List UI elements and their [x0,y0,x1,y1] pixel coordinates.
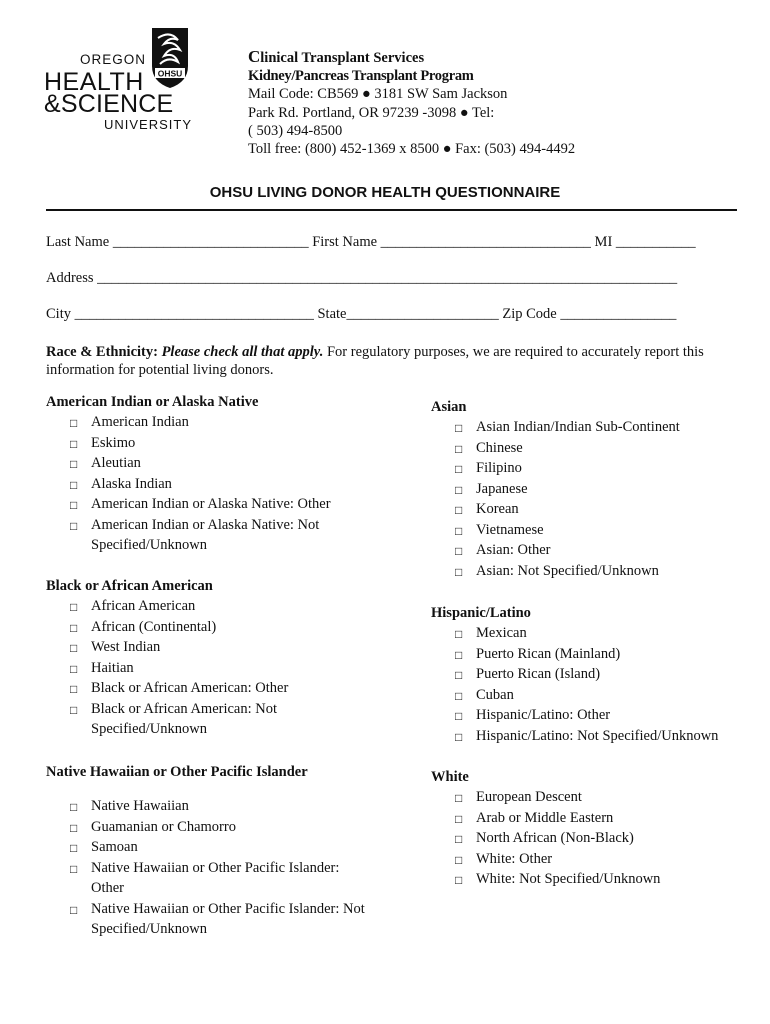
checkbox-icon[interactable]: □ [455,811,463,826]
checklist-item-label: North African (Non-Black) [476,830,634,846]
form-title: OHSU LIVING DONOR HEALTH QUESTIONNAIRE [209,184,561,201]
checkbox-icon[interactable]: □ [70,416,78,430]
checklist-item-label: Haitian [91,659,134,676]
checkbox-icon[interactable]: □ [70,436,78,451]
phone-number: ( 503) 494-8500 [248,122,343,139]
checkbox-icon[interactable]: □ [455,852,463,867]
checklist-item[interactable] [431,664,751,685]
group-title-white: White [431,769,469,785]
checkbox-icon[interactable]: □ [70,457,78,471]
checkbox-icon[interactable]: □ [70,861,78,876]
checklist-item-label: Cuban [476,686,514,703]
checklist-item[interactable] [46,837,366,858]
checkbox-icon[interactable]: □ [455,832,463,846]
checkbox-icon[interactable]: □ [455,647,463,662]
race-instruction: Please check all that apply. [161,344,324,360]
department-title-initial: C [248,47,261,66]
letterhead [248,48,575,158]
department-title [248,48,575,67]
checklist-item[interactable] [431,869,751,890]
checklist-item-label: Black or African American: Other [91,680,289,696]
checklist-item-label: Black or African American: Not Specified/Unknown [91,700,278,737]
checklist-item[interactable] [431,520,751,541]
checklist-item[interactable] [431,808,751,829]
checklist-item[interactable] [46,858,366,899]
checklist-item[interactable] [431,479,751,500]
logo-word-university: UNIVERSITY [103,117,192,132]
title-divider [46,209,737,211]
checklist-item-label: American Indian [91,414,189,430]
checkbox-icon[interactable]: □ [70,600,78,614]
group-hispanic [431,603,751,746]
checklist-item[interactable] [46,637,366,658]
checklist-item[interactable] [46,412,366,433]
checklist-item[interactable] [46,796,366,817]
checklist-item[interactable] [46,494,366,515]
checkbox-icon[interactable]: □ [70,682,78,696]
checklist-item[interactable] [46,658,366,679]
checklist-item[interactable] [46,433,366,454]
checklist-item-label: Asian: Not Specified/Unknown [476,562,659,579]
checkbox-icon[interactable]: □ [455,688,463,703]
checklist-item[interactable] [431,849,751,870]
checklist-item[interactable] [46,817,366,838]
city-state-zip-line[interactable]: City _________________________________ State_____________________ Zip Code ________________ [46,306,677,322]
checkbox-icon[interactable]: □ [455,668,463,682]
checklist-item-label: African (Continental) [91,618,217,635]
checkbox-icon[interactable]: □ [70,620,78,635]
checkbox-icon[interactable]: □ [455,544,463,558]
checklist-item-label: Chinese [476,439,523,456]
logo-word-health: HEALTH [44,68,144,96]
checkbox-icon[interactable]: □ [455,729,463,744]
checklist-item[interactable] [431,458,751,479]
checkbox-icon[interactable]: □ [455,482,463,497]
checklist-item-label: African American [91,598,196,614]
checklist-item-label: Korean [476,501,519,517]
checklist-item[interactable] [431,726,751,747]
checklist-item-label: European Descent [476,789,582,805]
checklist-item-label: Arab or Middle Eastern [476,809,614,826]
checklist-item-label: White: Not Specified/Unknown [476,871,661,887]
group-nhpi [46,762,366,940]
checklist-item-label: Native Hawaiian [91,798,189,814]
checklist-item-label: Samoan [91,839,138,855]
checklist-item-label: West Indian [91,639,161,655]
tollfree-fax: Toll free: (800) 452-1369 x 8500 ● Fax: (503) 494-4492 [248,141,576,158]
checkbox-icon[interactable]: □ [70,800,78,814]
checkbox-icon[interactable]: □ [70,477,78,492]
ohsu-logo [44,26,196,136]
checklist-item-label: White: Other [476,850,553,867]
name-fields-line[interactable]: Last Name ___________________________ First Name _____________________________ MI ___________ [46,234,696,250]
checklist-item-label: Alaska Indian [91,475,172,492]
checklist-item[interactable] [46,699,366,740]
checklist-item-label: Native Hawaiian or Other Pacific Islander: Other [91,859,340,896]
race-note: For regulatory purposes, we are required to accurately report this information for potential living donors. [46,344,704,378]
checklist-item[interactable] [46,617,366,638]
checklist-item-label: Hispanic/Latino: Other [476,707,611,723]
checklist-item[interactable] [46,678,366,699]
group-title-aian: American Indian or Alaska Native [46,394,259,410]
address-field-line[interactable]: Address ________________________________________________________________________________ [46,270,678,286]
checkbox-icon[interactable]: □ [70,661,78,676]
checklist-item-label: American Indian or Alaska Native: Other [91,496,331,512]
address-line-1: Mail Code: CB569 ● 3181 SW Sam Jackson [248,86,508,103]
checklist-item[interactable] [431,499,751,520]
checklist-item-label: Japanese [476,480,528,497]
checklist-item-label: Guamanian or Chamorro [91,818,236,835]
checkbox-icon[interactable]: □ [455,791,463,805]
checkbox-icon[interactable]: □ [70,641,78,655]
checklist-item[interactable] [431,623,751,644]
logo-word-oregon: OREGON [79,52,146,67]
program-name: Kidney/Pancreas Transplant Program [248,68,474,85]
group-title-black: Black or African American [46,578,213,594]
checklist-item[interactable] [46,453,366,474]
checklist-item[interactable] [46,596,366,617]
group-black [46,576,366,740]
logo-word-science: &SCIENCE [44,90,174,118]
race-ethnicity-intro [46,343,731,379]
checkbox-icon[interactable]: □ [70,518,78,533]
checklist-item[interactable] [431,540,751,561]
checklist-item-label: Hispanic/Latino: Not Specified/Unknown [476,727,719,744]
checklist-item[interactable] [46,899,366,940]
checklist-item[interactable] [431,828,751,849]
checkbox-icon[interactable]: □ [455,462,463,476]
checkbox-icon[interactable]: □ [70,498,78,512]
checklist-item-label: Eskimo [91,434,136,451]
checklist-item[interactable] [431,644,751,665]
checklist-item[interactable] [431,561,751,582]
checklist-item-label: Puerto Rican (Island) [476,666,601,682]
group-title-asian: Asian [431,399,467,415]
checklist-item-label: Asian Indian/Indian Sub-Continent [476,419,680,435]
race-label: Race & Ethnicity: [46,344,158,360]
checklist-item[interactable] [46,474,366,495]
checkbox-icon[interactable]: □ [455,421,463,435]
checklist-item-label: Native Hawaiian or Other Pacific Islander: Not Specified/Unknown [91,900,365,937]
checklist-item[interactable] [431,705,751,726]
checklist-item-label: Filipino [476,460,522,476]
group-title-nhpi: Native Hawaiian or Other Pacific Islander [46,764,308,780]
checklist-item[interactable] [46,515,366,556]
checkbox-icon[interactable]: □ [70,902,78,917]
group-title-hispanic: Hispanic/Latino [431,605,531,621]
checkbox-icon[interactable]: □ [70,702,78,717]
checkbox-icon[interactable]: □ [455,564,463,579]
checklist-item[interactable] [431,787,751,808]
checklist-item[interactable] [431,685,751,706]
group-white [431,767,751,890]
checkbox-icon[interactable]: □ [455,523,463,538]
checkbox-icon[interactable]: □ [455,709,463,723]
checkbox-icon[interactable]: □ [70,820,78,835]
checkbox-icon[interactable]: □ [455,873,463,887]
checklist-item[interactable] [431,438,751,459]
checkbox-icon[interactable]: □ [455,627,463,641]
checklist-item-label: Puerto Rican (Mainland) [476,645,621,662]
address-line-2: Park Rd. Portland, OR 97239 -3098 ● Tel: [248,104,495,121]
checkbox-icon[interactable]: □ [455,441,463,456]
department-title-rest: linical Transplant Services [260,50,425,66]
group-asian [431,397,751,581]
checklist-item-label: American Indian or Alaska Native: Not Specified/Unknown [91,516,320,553]
checklist-item-label: Mexican [476,625,527,641]
group-aian [46,392,366,556]
logo-badge-text: OHSU [157,68,183,79]
checkbox-icon[interactable]: □ [70,841,78,855]
checklist-item[interactable] [431,417,751,438]
checklist-item-label: Aleutian [91,455,141,471]
checklist-item-label: Vietnamese [476,521,544,538]
checkbox-icon[interactable]: □ [455,503,463,517]
checklist-item-label: Asian: Other [476,542,551,558]
